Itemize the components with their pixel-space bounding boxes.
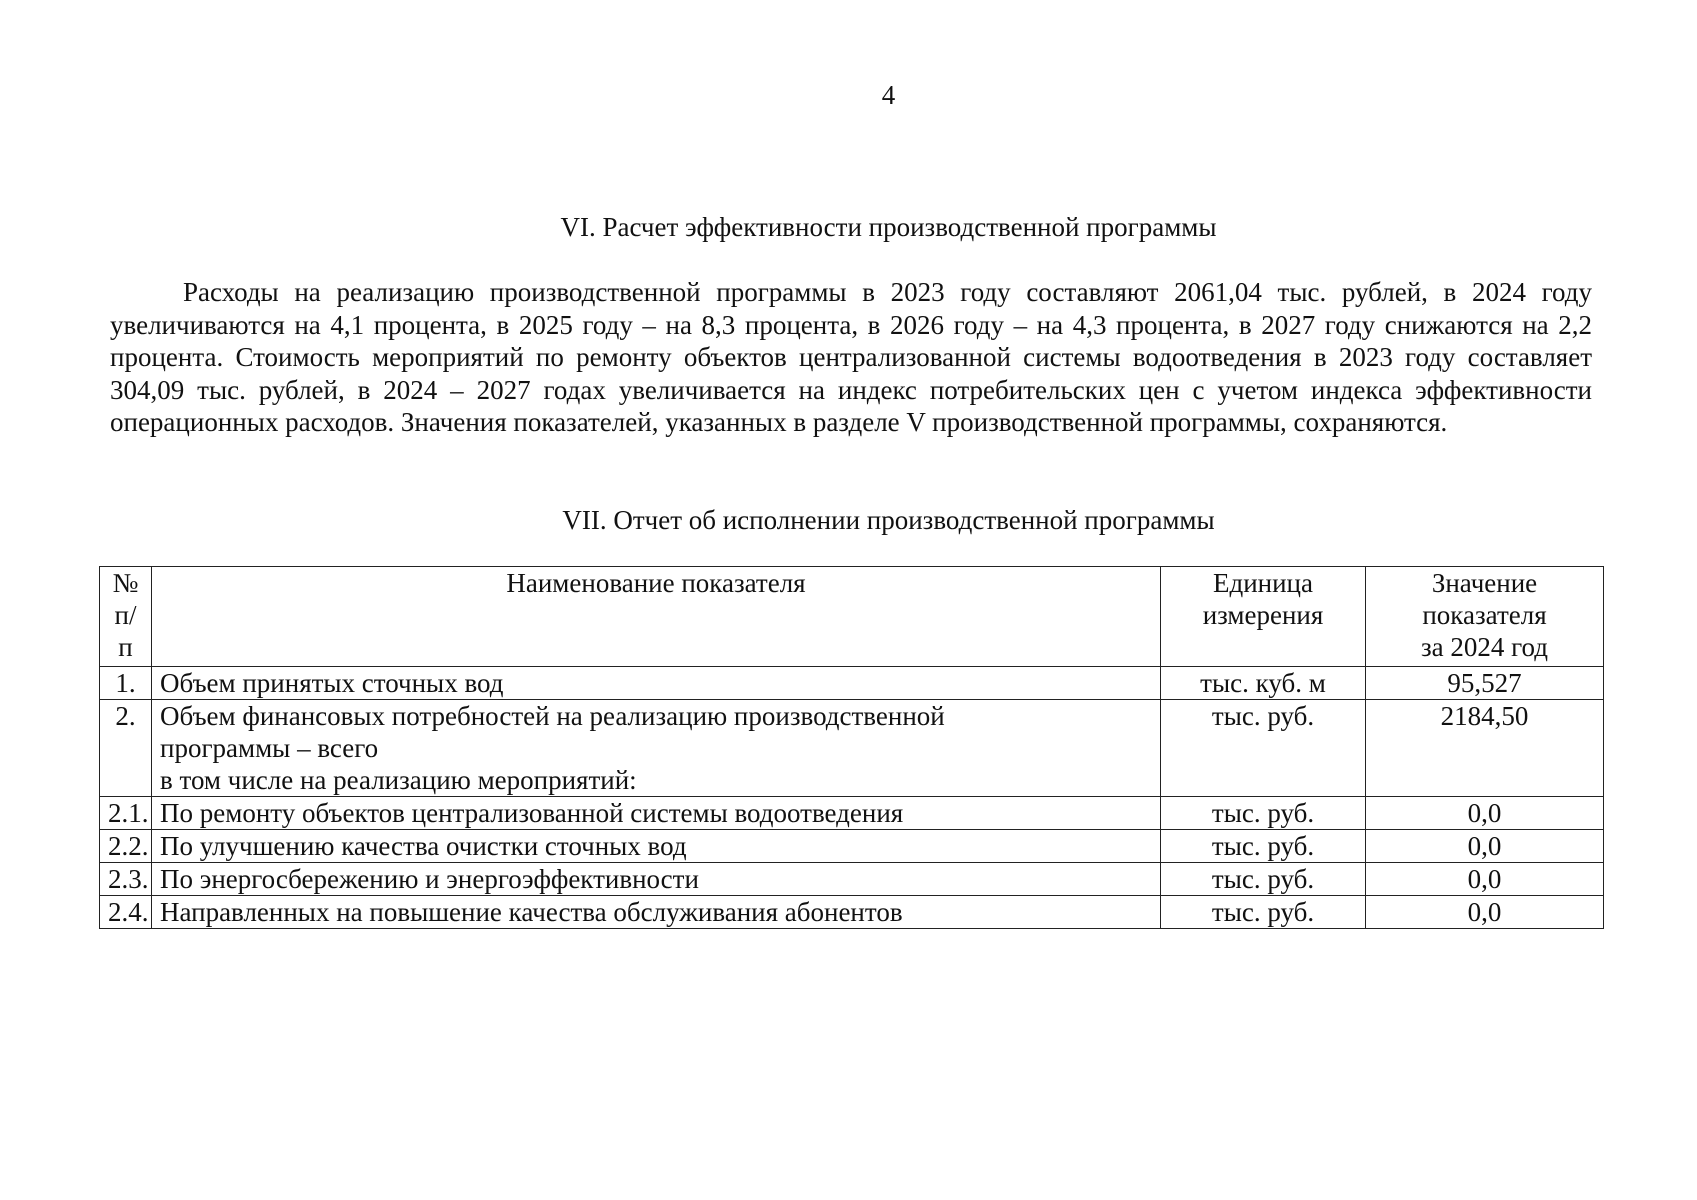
row-name-line: По ремонту объектов централизованной системы водоотведения	[160, 798, 904, 828]
header-name-text: Наименование показателя	[506, 568, 806, 598]
row-number: 1.	[100, 667, 152, 700]
row-name	[152, 896, 1161, 929]
table-row	[100, 863, 1604, 896]
section-vi-paragraph: Расходы на реализацию производственной программы в 2023 году составляют 2061,04 тыс. рублей, в 2024 году увеличиваются на 4,1 процента, в 2025 году – на 8,3 процента, в 2026 году – на 4,3 процента, в 2027 году снижаются на 2,2 процента. Стоимость мероприятий по ремонту объектов централизованной системы водоотведения в 2023 году составляет 304,09 тыс. рублей, в 2024 – 2027 годах увеличивается на индекс потребительских цен с учетом индекса эффективности операционных расходов. Значения показателей, указанных в разделе V производственной программы, сохраняются.	[110, 277, 1592, 437]
row-name-line: По энергосбережению и энергоэффективности	[160, 864, 699, 894]
row-name	[152, 667, 1161, 700]
row-unit: тыс. руб.	[1161, 863, 1366, 896]
table-row	[100, 830, 1604, 863]
row-unit: тыс. руб.	[1161, 896, 1366, 929]
header-number-line2: п/п	[114, 600, 137, 662]
row-number: 2.2.	[100, 830, 152, 863]
header-number	[100, 567, 152, 667]
row-value: 0,0	[1366, 830, 1604, 863]
row-unit: тыс. руб.	[1161, 797, 1366, 830]
row-name-line: в том числе на реализацию мероприятий:	[160, 765, 637, 795]
row-number: 2.4.	[100, 896, 152, 929]
header-number-line1: №	[112, 568, 139, 598]
row-number: 2.	[100, 700, 152, 797]
row-name-line: программы – всего	[160, 733, 379, 763]
page-number: 4	[881, 80, 896, 110]
header-unit-line2: измерения	[1202, 600, 1324, 630]
row-name	[152, 830, 1161, 863]
row-value: 0,0	[1366, 863, 1604, 896]
row-unit: тыс. руб.	[1161, 830, 1366, 863]
row-unit: тыс. куб. м	[1161, 667, 1366, 700]
table-row	[100, 700, 1604, 797]
table-header-row	[100, 567, 1604, 667]
table-row	[100, 797, 1604, 830]
row-name	[152, 863, 1161, 896]
report-table	[99, 566, 1604, 929]
header-value-line1: Значение	[1431, 568, 1538, 598]
section-vi-title: VI. Расчет эффективности производственной программы	[560, 212, 1217, 242]
header-value	[1366, 567, 1604, 667]
row-value: 0,0	[1366, 797, 1604, 830]
header-value-line2: показателя	[1422, 600, 1547, 630]
row-unit: тыс. руб.	[1161, 700, 1366, 797]
header-value-line3: за 2024 год	[1420, 632, 1548, 662]
row-value: 0,0	[1366, 896, 1604, 929]
row-name-line: По улучшению качества очистки сточных вод	[160, 831, 687, 861]
row-value: 95,527	[1366, 667, 1604, 700]
table-row	[100, 896, 1604, 929]
row-name-line: Объем финансовых потребностей на реализацию производственной	[160, 701, 945, 731]
row-name	[152, 797, 1161, 830]
row-number: 2.1.	[100, 797, 152, 830]
row-name-line: Направленных на повышение качества обслуживания абонентов	[160, 897, 903, 927]
header-unit-line1: Единица	[1212, 568, 1313, 598]
header-name	[152, 567, 1161, 667]
header-unit	[1161, 567, 1366, 667]
row-value: 2184,50	[1366, 700, 1604, 797]
row-name	[152, 700, 1161, 797]
section-vii-title: VII. Отчет об исполнении производственной программы	[562, 505, 1215, 535]
row-number: 2.3.	[100, 863, 152, 896]
table-row	[100, 667, 1604, 700]
row-name-line: Объем принятых сточных вод	[160, 668, 504, 698]
